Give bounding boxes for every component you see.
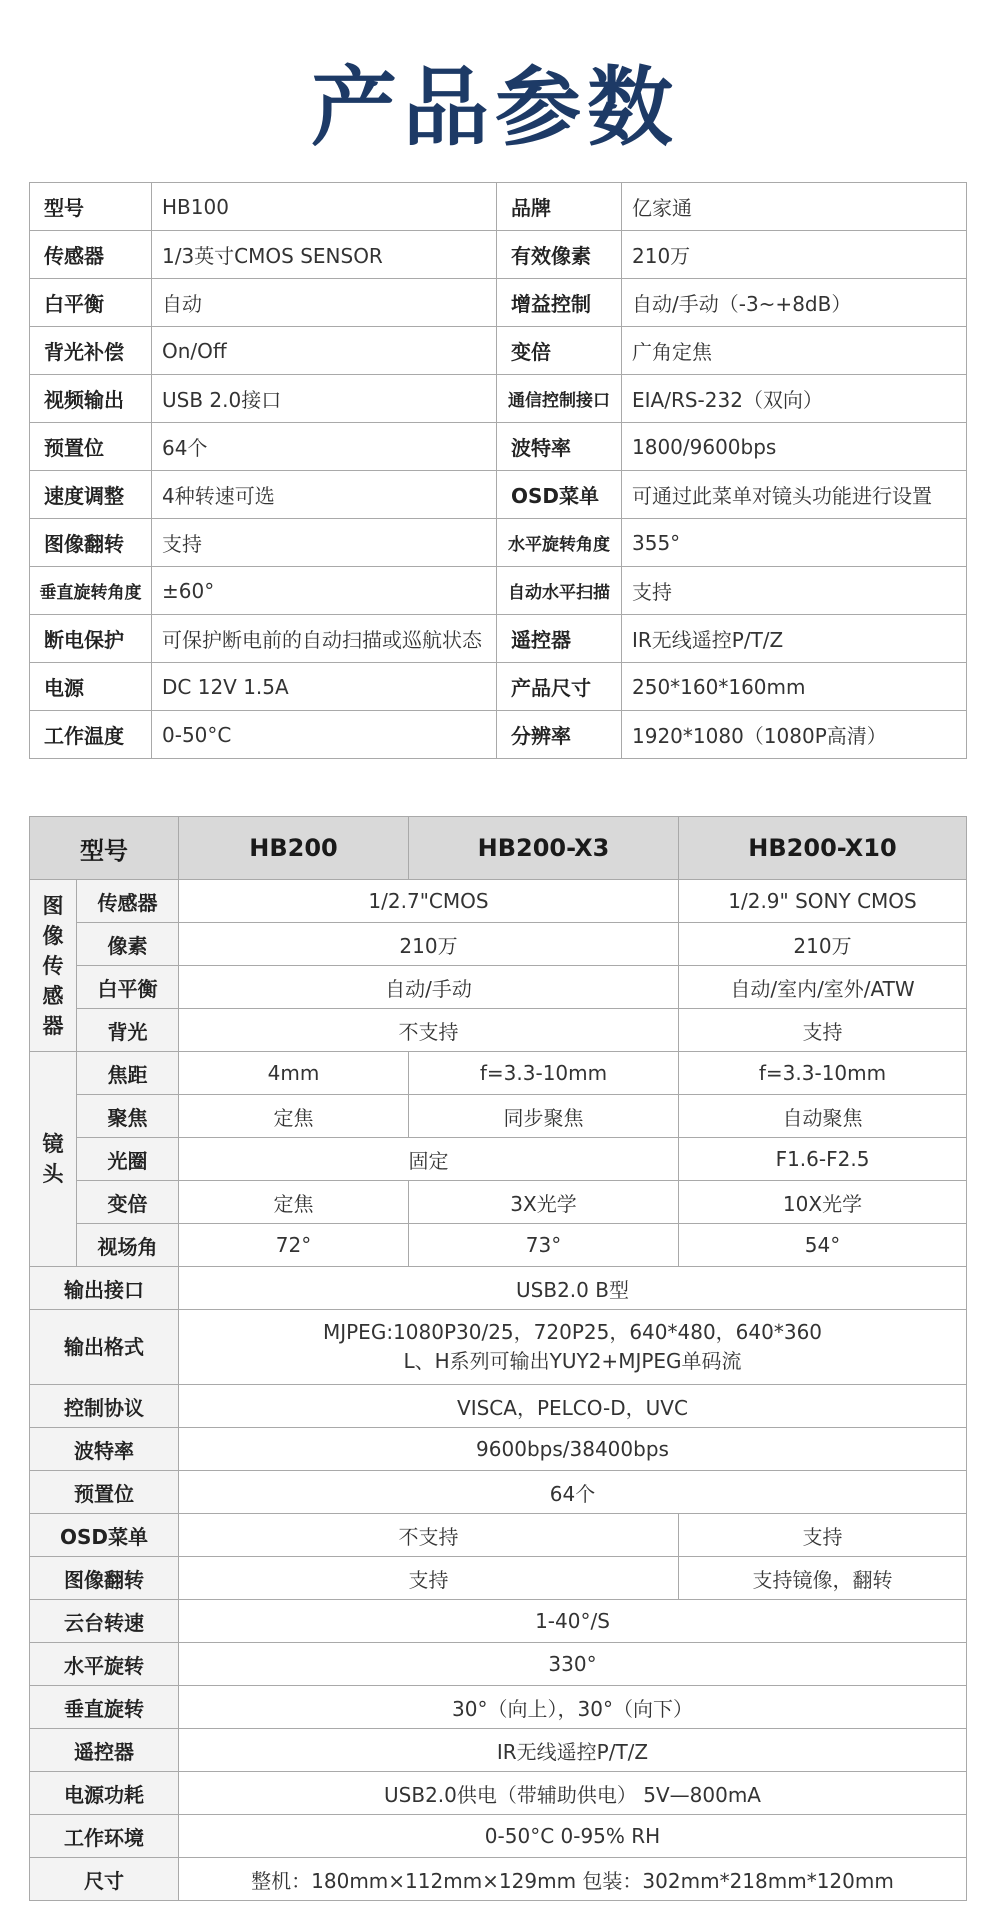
param-value: 可保护断电前的自动扫描或巡航状态 [152,615,497,663]
param-value: 4种转速可选 [152,471,497,519]
row-label: 遥控器 [30,1729,179,1772]
cell-value: F1.6-F2.5 [679,1138,967,1181]
table-row [30,880,967,923]
table-row [30,1514,967,1557]
cell-value: 定焦 [179,1095,409,1138]
param-label: 白平衡 [30,279,152,327]
param-value: 支持 [622,567,967,615]
param-label: 波特率 [497,423,622,471]
row-label: 水平旋转 [30,1643,179,1686]
param-label: 速度调整 [30,471,152,519]
table-row [30,1428,967,1471]
cell-value: 210万 [679,923,967,966]
cell-value: 不支持 [179,1009,679,1052]
cell-value: 54° [679,1224,967,1267]
cell-value: 支持镜像，翻转 [679,1557,967,1600]
cell-value: 1-40°/S [179,1600,967,1643]
row-label: 控制协议 [30,1385,179,1428]
cell-value: 自动/室内/室外/ATW [679,966,967,1009]
cell-value: USB2.0供电（带辅助供电） 5V—800mA [179,1772,967,1815]
row-label: 变倍 [77,1181,179,1224]
table-row [30,1095,967,1138]
param-value: ±60° [152,567,497,615]
cell-value: 自动/手动 [179,966,679,1009]
table-row [30,1858,967,1901]
row-label: 输出接口 [30,1267,179,1310]
row-label: 视场角 [77,1224,179,1267]
row-label: 背光 [77,1009,179,1052]
cell-value: 73° [409,1224,679,1267]
param-value: 0-50°C [152,711,497,759]
row-label: 像素 [77,923,179,966]
row-label: 工作环境 [30,1815,179,1858]
param-label: OSD菜单 [497,471,622,519]
param-label: 视频输出 [30,375,152,423]
table-row [30,1686,967,1729]
cell-value: 9600bps/38400bps [179,1428,967,1471]
param-value: 1920*1080（1080P高清） [622,711,967,759]
param-label: 图像翻转 [30,519,152,567]
param-label: 遥控器 [497,615,622,663]
output-format-line-1: MJPEG:1080P30/25，720P25，640*480，640*360 [322,1320,823,1344]
cell-value: VISCA，PELCO-D，UVC [179,1385,967,1428]
param-label: 有效像素 [497,231,622,279]
table-row [30,966,967,1009]
param-label: 电源 [30,663,152,711]
table-row [30,1385,967,1428]
cell-value: 同步聚焦 [409,1095,679,1138]
param-label: 型号 [30,183,152,231]
param-value: USB 2.0接口 [152,375,497,423]
header-hb200-x10: HB200-X10 [679,817,967,880]
table-row [30,1009,967,1052]
cell-value: 自动聚焦 [679,1095,967,1138]
param-value: 自动/手动（-3~+8dB） [622,279,967,327]
cell-value: 72° [179,1224,409,1267]
param-label: 传感器 [30,231,152,279]
param-value: IR无线遥控P/T/Z [622,615,967,663]
param-value: DC 12V 1.5A [152,663,497,711]
row-label: 尺寸 [30,1858,179,1901]
group-image-sensor-label: 图 像 传 感 器 [42,893,64,1038]
table-row [30,1267,967,1310]
table-row [30,327,967,375]
table-row [30,1557,967,1600]
table-row [30,375,967,423]
row-label: 传感器 [77,880,179,923]
table-row [30,711,967,759]
param-value: 可通过此菜单对镜头功能进行设置 [622,471,967,519]
param-value: EIA/RS-232（双向） [622,375,967,423]
row-label: 光圈 [77,1138,179,1181]
group-lens [30,1052,77,1267]
param-label: 水平旋转角度 [497,519,622,567]
row-label: 聚焦 [77,1095,179,1138]
cell-value: 整机：180mm×112mm×129mm 包装：302mm*218mm*120mm [179,1858,967,1901]
cell-value: 3X光学 [409,1181,679,1224]
table-header-row [30,817,967,880]
table-row [30,1052,967,1095]
group-image-sensor [30,880,77,1052]
row-label: 云台转速 [30,1600,179,1643]
table-row [30,231,967,279]
cell-value: 固定 [179,1138,679,1181]
param-label: 增益控制 [497,279,622,327]
param-label: 品牌 [497,183,622,231]
row-label: 垂直旋转 [30,1686,179,1729]
cell-value: USB2.0 B型 [179,1267,967,1310]
cell-value [179,1310,967,1385]
param-value: 250*160*160mm [622,663,967,711]
cell-value: 定焦 [179,1181,409,1224]
table-row [30,1181,967,1224]
table-row [30,471,967,519]
param-label: 预置位 [30,423,152,471]
cell-value: f=3.3-10mm [409,1052,679,1095]
param-value: HB100 [152,183,497,231]
param-label: 工作温度 [30,711,152,759]
param-label: 分辨率 [497,711,622,759]
table-row [30,1772,967,1815]
table-row [30,1643,967,1686]
cell-value: 不支持 [179,1514,679,1557]
row-label: 波特率 [30,1428,179,1471]
cell-value: 0-50°C 0-95% RH [179,1815,967,1858]
param-label: 自动水平扫描 [497,567,622,615]
header-hb200: HB200 [179,817,409,880]
table-row [30,1310,967,1385]
param-value: 355° [622,519,967,567]
spec-table-hb200 [29,816,967,1901]
cell-value: f=3.3-10mm [679,1052,967,1095]
table-row [30,423,967,471]
row-label: OSD菜单 [30,1514,179,1557]
cell-value: 30°（向上），30°（向下） [179,1686,967,1729]
param-value: 64个 [152,423,497,471]
table-row [30,615,967,663]
header-hb200-x3: HB200-X3 [409,817,679,880]
param-value: On/Off [152,327,497,375]
table-row [30,923,967,966]
row-label: 白平衡 [77,966,179,1009]
cell-value: 支持 [179,1557,679,1600]
table-row [30,1471,967,1514]
param-label: 断电保护 [30,615,152,663]
cell-value: 330° [179,1643,967,1686]
table-row [30,663,967,711]
group-lens-label: 镜 头 [42,1132,64,1186]
table-row [30,1600,967,1643]
row-label: 图像翻转 [30,1557,179,1600]
table-row [30,1815,967,1858]
table-row [30,183,967,231]
param-label: 产品尺寸 [497,663,622,711]
cell-value: 10X光学 [679,1181,967,1224]
param-label: 背光补偿 [30,327,152,375]
param-value: 210万 [622,231,967,279]
table-row [30,567,967,615]
cell-value: 1/2.7"CMOS [179,880,679,923]
row-label: 电源功耗 [30,1772,179,1815]
param-value: 1/3英寸CMOS SENSOR [152,231,497,279]
table-row [30,1224,967,1267]
row-label: 输出格式 [30,1310,179,1385]
table-row [30,1138,967,1181]
param-value: 亿家通 [622,183,967,231]
param-label: 变倍 [497,327,622,375]
header-model: 型号 [30,817,179,880]
param-value: 1800/9600bps [622,423,967,471]
cell-value: IR无线遥控P/T/Z [179,1729,967,1772]
param-value: 支持 [152,519,497,567]
param-label: 通信控制接口 [497,375,622,423]
table-row [30,279,967,327]
table-row [30,1729,967,1772]
cell-value: 1/2.9" SONY CMOS [679,880,967,923]
cell-value: 64个 [179,1471,967,1514]
page-title: 产品参数 [311,58,679,158]
cell-value: 支持 [679,1009,967,1052]
param-value: 广角定焦 [622,327,967,375]
output-format-line-2: L、H系列可输出YUY2+MJPEG单码流 [403,1349,742,1373]
cell-value: 支持 [679,1514,967,1557]
param-value: 自动 [152,279,497,327]
table-row [30,519,967,567]
spec-table-hb100 [29,182,967,759]
row-label: 焦距 [77,1052,179,1095]
param-label: 垂直旋转角度 [30,567,152,615]
row-label: 预置位 [30,1471,179,1514]
cell-value: 4mm [179,1052,409,1095]
cell-value: 210万 [179,923,679,966]
